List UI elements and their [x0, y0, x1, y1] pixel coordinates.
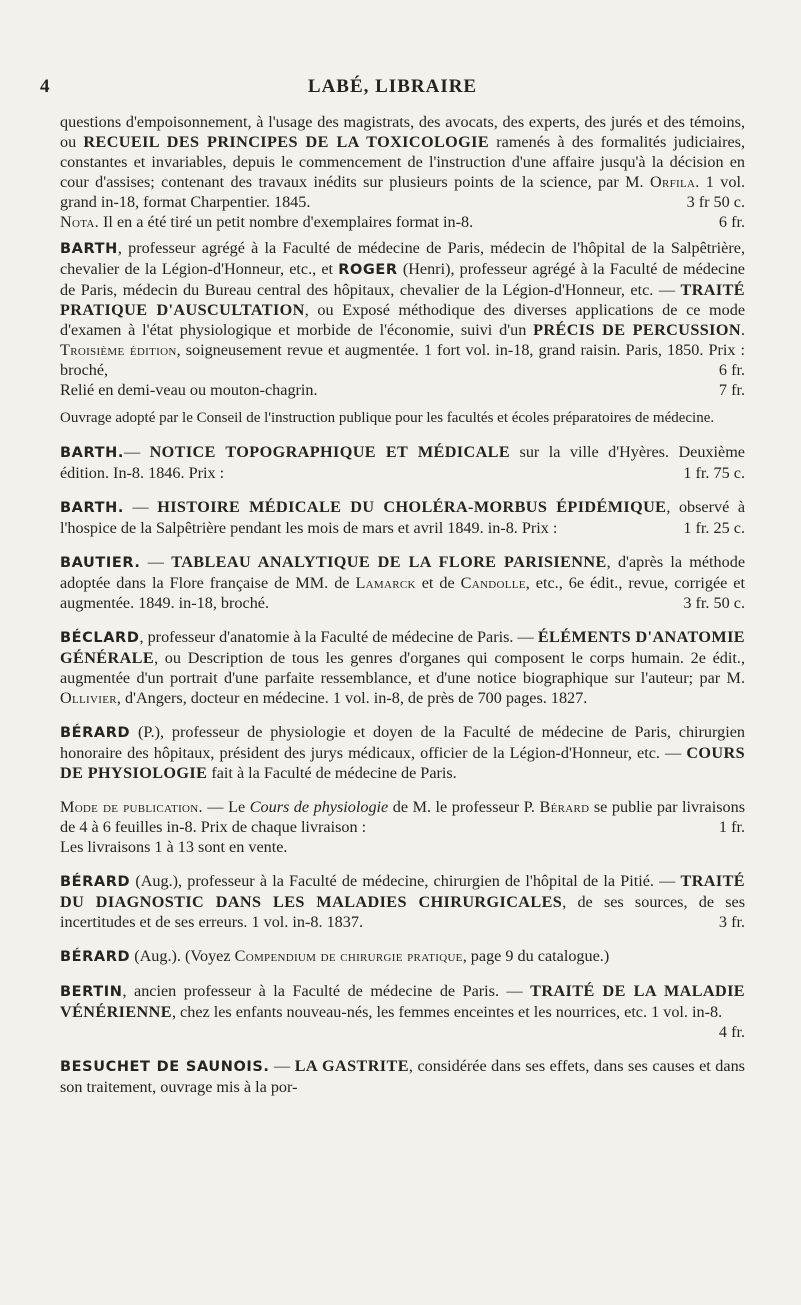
entry-title: ÉLÉMENTS D'ANATOMIE GÉNÉRALE — [60, 628, 745, 667]
price: 3 fr. — [718, 913, 745, 931]
entry-orfila: questions d'empoisonnement, à l'usage des magistrats, des avocats, des experts, des jurés et des témoins, ou RECUEIL DES PRINCIPES DE LA TOXICOLOGIE ramenés à des formalités judiciaires, constantes et invariables, depuis le commencement de l'instruction d'une affaire jusqu'à la décision en cour d'assises; contenant des travaux inédits sur plusieurs points de la science, par M. Orfila. 1 vol. grand in-18, format Charpentier. 1845. 3 fr 50 c. — [60, 113, 745, 211]
price: 3 fr 50 c. — [686, 193, 745, 211]
author-name: Orfila — [650, 173, 696, 191]
entry-berard-aug: BÉRARD (Aug.), professeur à la Faculté de médecine, chirurgien de l'hôpital de la Pitié. — TRAITÉ DU DIAGNOSTIC DANS LES MALADIES CHIRURGICALES, de ses sources, de ses incertitudes et de ses erreurs. 1 vol. in-8. 1837. 3 fr. — [60, 872, 746, 931]
entry-title: RECUEIL DES PRINCIPES DE LA TOXICOLOGIE — [83, 133, 490, 151]
price: 1 fr. 75 c. — [683, 464, 745, 482]
cross-reference: Compendium de chirurgie pratique — [234, 947, 463, 965]
entry-beclard: BÉCLARD, professeur d'anatomie à la Faculté de médecine de Paris. — ÉLÉMENTS D'ANATOMIE GÉNÉRALE, ou Description de tous les genres d'organes qui composent le corps humain. 2e édit., augmentée d'un portrait d'une parfaite ressemblance, et d'une notice biographique sur l'auteur; par M. Ollivier, d'Angers, docteur en médecine. 1 vol. in-8, de près de 700 pages. 1827. — [60, 628, 745, 707]
entry-title: HISTOIRE MÉDICALE DU CHOLÉRA-MORBUS ÉPIDÉMIQUE — [157, 498, 667, 516]
entry-bertin: BERTIN, ancien professeur à la Faculté de médecine de Paris. — TRAITÉ DE LA MALADIE VÉNÉRIENNE, chez les enfants nouveau-nés, les femmes enceintes et les nourrices, etc. 1 vol. in-8. 4 fr. — [60, 982, 745, 1041]
author-name: BÉRARD — [60, 725, 131, 741]
author-name: BÉRARD — [60, 874, 131, 890]
price: 1 fr. — [718, 818, 745, 836]
edition-label: Troisième édition — [60, 341, 177, 359]
adoption-note: Ouvrage adopté par le Conseil de l'instruction publique pour les facultés et écoles préparatoires de médecine. — [60, 410, 715, 426]
bound-line: Relié en demi-veau ou mouton-chagrin. 7 fr. — [60, 381, 745, 399]
entry-berard-ref: BÉRARD (Aug.). (Voyez Compendium de chirurgie pratique, page 9 du catalogue.) — [60, 947, 610, 965]
entry-barth-notice: BARTH.— NOTICE TOPOGRAPHIQUE ET MÉDICALE sur la ville d'Hyères. Deuxième édition. In-8. 1846. Prix : 1 fr. 75 c. — [60, 443, 745, 482]
running-title: LABÉ, LIBRAIRE — [307, 76, 478, 97]
entry-title: TRAITÉ DE LA MALADIE VÉNÉRIENNE — [60, 982, 745, 1021]
entry-besuchet: BESUCHET DE SAUNOIS. — LA GASTRITE, considérée dans ses effets, dans ses causes et dans son traitement, ouvrage mis à la por- — [60, 1057, 745, 1096]
entry-berard-p: BÉRARD (P.), professeur de physiologie et doyen de la Faculté de médecine de Paris, chirurgien honoraire des hôpitaux, président des jurys médicaux, officier de la Légion-d'Honneur, etc. — COURS DE PHYSIOLOGIE fait à la Faculté de médecine de Paris. — [60, 723, 745, 782]
livraisons-line: Les livraisons 1 à 13 sont en vente. — [60, 838, 288, 856]
entry-barth-cholera: BARTH. — HISTOIRE MÉDICALE DU CHOLÉRA-MORBUS ÉPIDÉMIQUE, observé à l'hospice de la Salpêtrière pendant les mois de mars et avril 1849. in-8. Prix : 1 fr. 25 c. — [60, 498, 746, 537]
author-name: BARTH. — [60, 445, 124, 461]
entry-title: TRAITÉ PRATIQUE D'AUSCULTATION — [60, 281, 745, 319]
price: 1 fr. 25 c. — [683, 519, 745, 537]
entry-bautier: BAUTIER. — TABLEAU ANALYTIQUE DE LA FLORE PARISIENNE, d'après la méthode adoptée dans la Flore française de MM. de Lamarck et de Candolle, etc., 6e édit., revue, corrigée et augmentée. 1849. in-18, broché. 3 fr. 50 c. — [60, 553, 746, 612]
price: 6 fr. — [718, 361, 745, 379]
author-name: BÉRARD — [60, 949, 131, 965]
entry-title: LA GASTRITE — [294, 1057, 409, 1075]
author-name: BESUCHET DE SAUNOIS. — [60, 1059, 270, 1075]
entry-title: NOTICE TOPOGRAPHIQUE ET MÉDICALE — [149, 443, 511, 461]
price: 7 fr. — [718, 381, 745, 399]
page-header — [40, 76, 745, 104]
publication-label: Mode de publication. — [60, 798, 203, 816]
author-name: BÉCLARD — [60, 630, 140, 646]
nota: Nota. Il en a été tiré un petit nombre d'exemplaires format in-8. 6 fr. — [60, 213, 745, 231]
author-name: BARTH — [60, 241, 118, 257]
entry-barth-roger: BARTH, professeur agrégé à la Faculté de médecine de Paris, médecin de l'hôpital de la Salpêtrière, chevalier de la Légion-d'Honneur, etc., et ROGER (Henri), professeur agrégé à la Faculté de médecine de Paris, médecin du Bureau central des hôpitaux, chevalier de la Légion-d'Honneur, etc. — TRAITÉ PRATIQUE D'AUSCULTATION, ou Exposé méthodique des diverses applications de ce mode d'examen à l'état physiologique et morbide de l'économie, suivi d'un PRÉCIS DE PERCUSSION. Troisième édition, soigneusement revue et augmentée. 1 fort vol. in-18, grand raisin. Paris, 1850. Prix : broché, 6 fr. — [60, 239, 746, 379]
entry-title: TRAITÉ DU DIAGNOSTIC DANS LES MALADIES CHIRURGICALES — [60, 872, 745, 911]
author-name: BARTH. — [60, 500, 124, 516]
publication-mode: Mode de publication. — Le Cours de physiologie de M. le professeur P. Bérard se publie par livraisons de 4 à 6 feuilles in-8. Prix de chaque livraison : 1 fr. — [60, 798, 746, 836]
author-name: ROGER — [338, 262, 398, 278]
page-number: 4 — [40, 76, 51, 97]
price: 6 fr. — [718, 213, 745, 231]
author-name: BERTIN — [60, 984, 123, 1000]
author-name: BAUTIER. — [60, 555, 141, 571]
price: 3 fr. 50 c. — [683, 594, 745, 612]
nota-label: Nota. — [60, 213, 99, 231]
entry-title: COURS DE PHYSIOLOGIE — [60, 744, 745, 782]
entry-title: PRÉCIS DE PERCUSSION — [533, 321, 741, 339]
entry-title: TABLEAU ANALYTIQUE DE LA FLORE PARISIENNE — [171, 553, 607, 571]
page-body — [60, 112, 745, 1097]
price: 4 fr. — [718, 1023, 745, 1041]
